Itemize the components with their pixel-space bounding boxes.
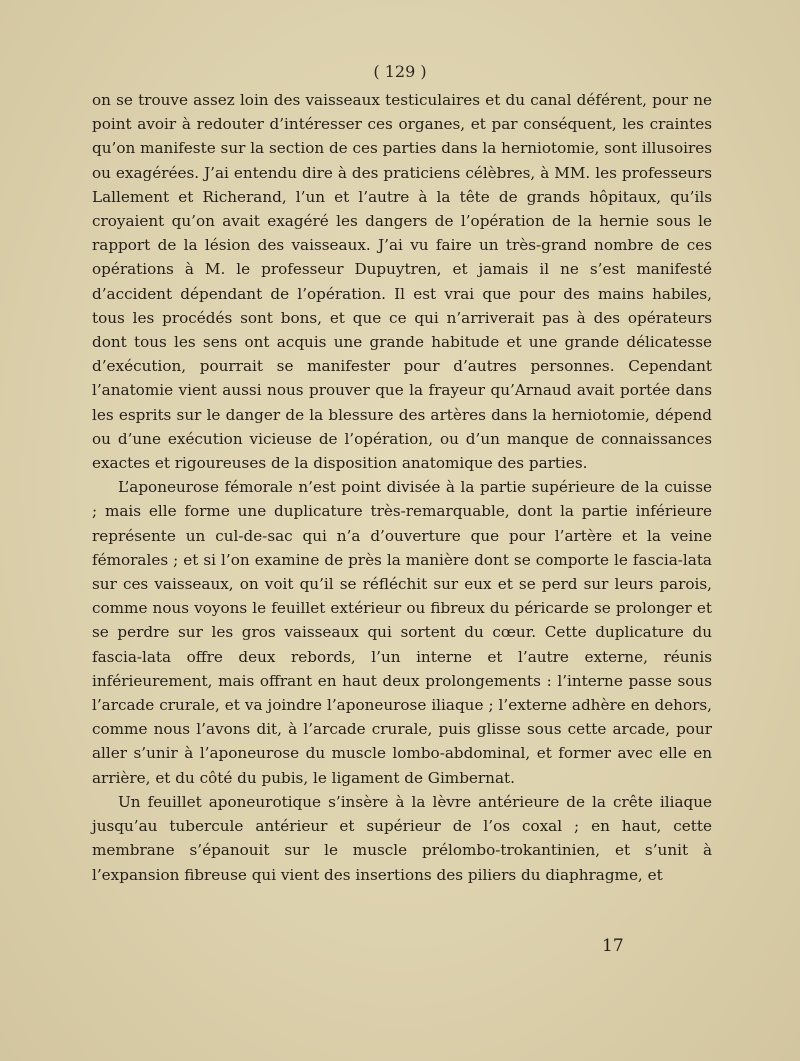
paragraph-1: on se trouve assez loin des vaisseaux testiculaires et du canal déférent, pour ne point avoir à redouter d’intéresser ces organes, et par conséquent, les craintes qu’on manifeste sur la section de ces parties dans la herniotomie, sont illusoires ou exagérées. J’ai entendu dire à des praticiens célèbres, à MM. les professeurs Lallement et Richerand, l’un et l’autre à la tête de grands hôpitaux, qu’ils croyaient qu’on avait exagéré les dangers de l’opération de la hernie sous le rapport de la lésion des vaisseaux. J’ai vu faire un très-grand nombre de ces opérations à M. le professeur Dupuytren, et jamais il ne s’est manifesté d’accident dépendant de l’opération. Il est vrai que pour des mains habiles, tous les procédés sont bons, et que ce qui n’arriverait pas à des opérateurs dont tous les sens ont acquis une grande habitude et une grande délicatesse d’exécution, pourrait se manifester pour d’autres personnes. Cependant l’anatomie vient aussi nous prouver que la frayeur qu’Arnaud avait portée dans les esprits sur le danger de la blessure des artères dans la herniotomie, dépend ou d’une exécution vicieuse de l’opération, ou d’un manque de connaissances exactes et rigoureuses de la disposition anatomique des parties. (92, 91, 712, 473)
paragraph-2: L’aponeurose fémorale n’est point divisée à la partie supérieure de la cuisse ; mais elle forme une duplicature très-remarquable, dont la partie inférieure représente un cul-de-sac qui n’a d’ouverture que pour l’artère et la veine fémorales ; et si l’on examine de près la manière dont se comporte le fascia-lata sur ces vaisseaux, on voit qu’il se réfléchit sur eux et se perd sur leurs parois, comme nous voyons le feuillet extérieur ou fibreux du péricarde se prolonger et se perdre sur les gros vaisseaux qui sortent du cœur. Cette duplicature du fascia-lata offre deux rebords, l’un interne et l’autre externe, réunis inférieurement, mais offrant en haut deux prolongements : l’interne passe sous l’arcade crurale, et va joindre l’aponeurose iliaque ; l’externe adhère en dehors, comme nous l’avons dit, à l’arcade crurale, puis glisse sous cette arcade, pour aller s’unir à l’aponeurose du muscle lombo-abdominal, et former avec elle en arrière, et du côté du pubis, le ligament de Gimbernat. (92, 478, 712, 787)
body-text (92, 88, 712, 887)
signature-mark: 17 (602, 936, 624, 956)
paragraph-3: Un feuillet aponeurotique s’insère à la lèvre antérieure de la crête iliaque jusqu’au tubercule antérieur et supérieur de l’os coxal ; en haut, cette membrane s’épanouit sur le muscle prélombo-trokantinien, et s’unit à l’expansion fibreuse qui vient des insertions des piliers du diaphragme, et (92, 792, 712, 884)
page-number: ( 129 ) (373, 62, 427, 81)
